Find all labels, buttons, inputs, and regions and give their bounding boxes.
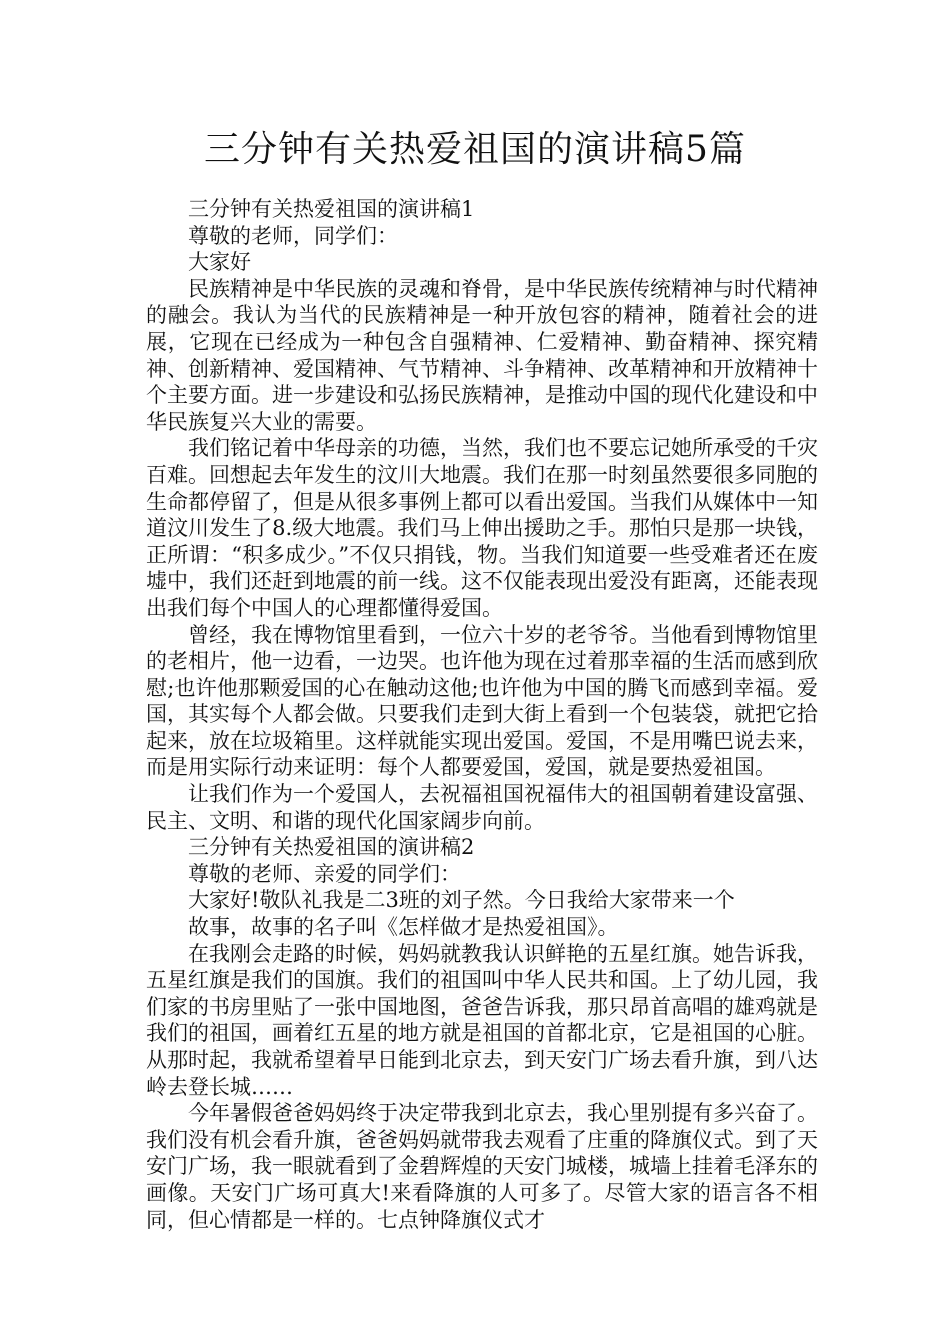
document-title: 三分钟有关热爱祖国的演讲稿5篇 [204, 129, 746, 170]
salutation: 尊敬的老师、亲爱的同学们： [188, 861, 461, 886]
paragraph: 民族精神是中华民族的灵魂和脊骨，是中华民族传统精神与时代精神的融会。我认为当代的民族精神是一种开放包容的精神，随着社会的进展，它现在已经成为一种包含自强精神、仁爱精神、勤奋精神、探究精神、创新精神、爱国精神、气节精神、斗争精神、改革精神和开放精神十个主要方面。进一步建设和弘扬民族精神，是推动中国的现代化建设和中华民族复兴大业的需要。 [146, 276, 818, 434]
paragraph: 我们铭记着中华母亲的功德，当然，我们也不要忘记她所承受的千灾百难。回想起去年发生的汶川大地震。我们在那一时刻虽然要很多同胞的生命都停留了，但是从很多事例上都可以看出爱国。当我们从媒体中一知道汶川发生了8.级大地震。我们马上伸出援助之手。那怕只是那一块钱，正所谓：“积多成少。”不仅只捐钱，物。当我们知道要一些受难者还在废墟中，我们还赶到地震的前一线。这不仅能表现出爱没有距离，还能表现出我们每个中国人的心理都懂得爱国。 [146, 436, 818, 620]
paragraph: 让我们作为一个爱国人，去祝福祖国祝福伟大的祖国朝着建设富强、民主、文明、和谐的现代化国家阔步向前。 [146, 782, 818, 833]
salutation: 尊敬的老师，同学们： [188, 223, 398, 248]
greeting: 大家好 [188, 250, 251, 275]
paragraph: 在我刚会走路的时候，妈妈就教我认识鲜艳的五星红旗。她告诉我，五星红旗是我们的国旗。我们的祖国叫中华人民共和国。上了幼儿园，我们家的书房里贴了一张中国地图，爸爸告诉我，那只昂首高唱的雄鸡就是我们的祖国，画着红五星的地方就是祖国的首都北京，它是祖国的心脏。从那时起，我就希望着早日能到北京去，到天安门广场去看升旗，到八达岭去登长城…… [146, 941, 818, 1099]
document-body [146, 196, 818, 1233]
paragraph: 故事，故事的名子叫《怎样做才是热爱祖国》。 [188, 915, 619, 940]
section-heading: 三分钟有关热爱祖国的演讲稿1 [188, 197, 475, 221]
section-heading: 三分钟有关热爱祖国的演讲稿2 [188, 835, 475, 860]
paragraph: 今年暑假爸爸妈妈终于决定带我到北京去，我心里别提有多兴奋了。我们没有机会看升旗，爸爸妈妈就带我去观看了庄重的降旗仪式。到了天安门广场，我一眼就看到了金碧辉煌的天安门城楼，城墙上挂着毛泽东的画像。天安门广场可真大!来看降旗的人可多了。尽管大家的语言各不相同，但心情都是一样的。七点钟降旗仪式才 [146, 1101, 818, 1232]
paragraph: 曾经，我在博物馆里看到，一位六十岁的老爷爷。当他看到博物馆里的老相片，他一边看，一边哭。也许他为现在过着那幸福的生活而感到欣慰;也许他那颗爱国的心在触动这他;也许他为中国的腾飞而感到幸福。爱国，其实每个人都会做。只要我们走到大街上看到一个包装袋，就把它拾起来，放在垃圾箱里。这样就能实现出爱国。爱国，不是用嘴巴说去来，而是用实际行动来证明：每个人都要爱国，爱国，就是要热爱祖国。 [146, 622, 818, 780]
greeting: 大家好!敬队礼我是二3班的刘子然。今日我给大家带来一个 [188, 888, 735, 913]
